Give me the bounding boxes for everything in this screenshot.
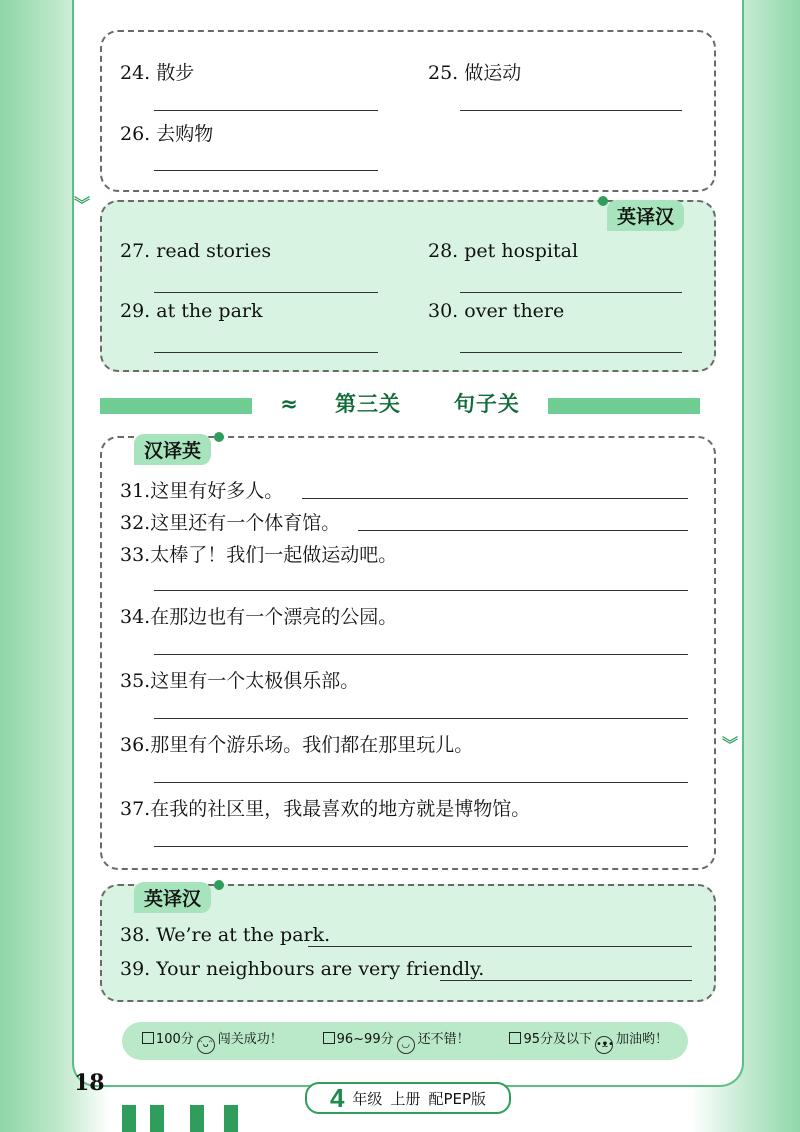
question-33: 33.太棒了！我们一起做运动吧。 [120, 544, 398, 566]
wave-icon: ≈ [266, 392, 313, 416]
answer-line-39[interactable] [440, 980, 692, 981]
answer-line-27[interactable] [154, 292, 378, 293]
chevron-down-icon: ︾ [74, 195, 91, 214]
decor-stripe [190, 1105, 204, 1132]
answer-line-29[interactable] [154, 352, 378, 353]
question-38: 38. We’re at the park. [120, 924, 331, 946]
answer-line-34[interactable] [154, 654, 688, 655]
grade-label: 年级 [352, 1089, 383, 1108]
question-27: 27. read stories [120, 240, 272, 262]
vocab-box-en-cn [100, 200, 716, 372]
score-option-100[interactable]: 100分 ᵔᴗᵔ 闯关成功！ [142, 1028, 283, 1054]
answer-line-28[interactable] [460, 292, 682, 293]
question-28: 28. pet hospital [428, 240, 579, 262]
question-24: 24. 散步 [120, 62, 195, 84]
decor-stripe [224, 1105, 238, 1132]
section-tag-en-cn: 英译汉 [607, 200, 684, 231]
answer-line-24[interactable] [154, 110, 378, 111]
grade-badge [305, 1082, 511, 1114]
section-tag-en-cn-2: 英译汉 [134, 882, 211, 913]
question-25: 25. 做运动 [428, 62, 522, 84]
checkbox-icon[interactable] [323, 1032, 335, 1044]
cheer-face-icon: •ᴥ• [595, 1036, 613, 1054]
score-option-95[interactable]: 95分及以下 •ᴥ• 加油哟！ [509, 1028, 668, 1054]
answer-line-30[interactable] [460, 352, 682, 353]
decor-stripe [122, 1105, 136, 1132]
question-31: 31.这里有好多人。 [120, 480, 284, 502]
term-label: 上册 [390, 1089, 421, 1108]
question-37: 37.在我的社区里，我最喜欢的地方就是博物馆。 [120, 798, 531, 820]
question-34: 34.在那边也有一个漂亮的公园。 [120, 606, 398, 628]
answer-line-35[interactable] [154, 718, 688, 719]
question-26: 26. 去购物 [120, 123, 214, 145]
question-39: 39. Your neighbours are very friendly. [120, 958, 485, 980]
answer-line-37[interactable] [154, 846, 688, 847]
smile-face-icon: ◡ [397, 1036, 415, 1054]
page-number: 18 [74, 1070, 105, 1096]
question-30: 30. over there [428, 300, 565, 322]
vocab-box-cn-en [100, 30, 716, 192]
answer-line-33[interactable] [154, 590, 688, 591]
stage-banner [100, 388, 700, 422]
edition-label: 配PEP版 [428, 1089, 487, 1108]
answer-line-25[interactable] [460, 110, 682, 111]
tag-dot-icon [598, 196, 608, 206]
sentence-box-en-cn [100, 884, 716, 1002]
chevron-down-icon: ︾ [722, 735, 739, 754]
happy-face-icon: ᵔᴗᵔ [197, 1036, 215, 1054]
question-35: 35.这里有一个太极俱乐部。 [120, 670, 360, 692]
question-36: 36.那里有个游乐场。我们都在那里玩儿。 [120, 734, 474, 756]
tag-dot-icon [214, 880, 224, 890]
checkbox-icon[interactable] [509, 1032, 521, 1044]
grade-number: 4 [329, 1082, 345, 1113]
question-32: 32.这里还有一个体育馆。 [120, 512, 341, 534]
answer-line-32[interactable] [358, 530, 688, 531]
decor-stripe [150, 1105, 164, 1132]
sentence-box-cn-en [100, 436, 716, 870]
question-29: 29. at the park [120, 300, 263, 322]
score-option-96[interactable]: 96~99分 ◡ 还不错！ [323, 1028, 470, 1054]
section-tag-cn-en: 汉译英 [134, 434, 211, 465]
answer-line-36[interactable] [154, 782, 688, 783]
tag-dot-icon [214, 432, 224, 442]
checkbox-icon[interactable] [142, 1032, 154, 1044]
stage-title: ≈ 第三关 句子关 [100, 388, 700, 418]
answer-line-26[interactable] [154, 170, 378, 171]
answer-line-31[interactable] [302, 498, 688, 499]
score-bar [122, 1022, 688, 1060]
answer-line-38[interactable] [308, 946, 692, 947]
